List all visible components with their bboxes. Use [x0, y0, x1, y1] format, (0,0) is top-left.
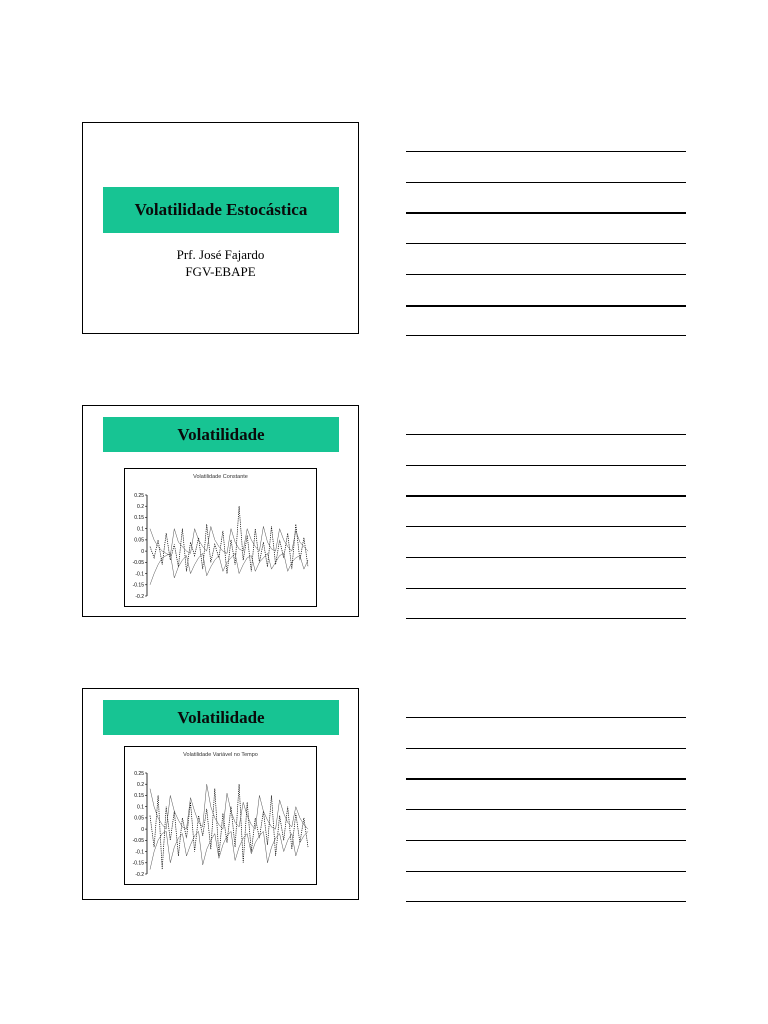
note-line	[406, 335, 686, 336]
note-line	[406, 717, 686, 718]
note-line	[406, 588, 686, 589]
y-tick-label: -0.15	[132, 582, 144, 589]
slide-title: Volatilidade	[103, 700, 339, 735]
chart-container	[124, 746, 317, 885]
volatility-chart	[125, 469, 316, 606]
note-line	[406, 557, 686, 558]
y-tick-label: 0.25	[134, 492, 144, 499]
note-line	[406, 305, 686, 307]
note-line	[406, 778, 686, 780]
y-tick-label: -0.2	[135, 871, 144, 878]
note-line	[406, 243, 686, 244]
y-tick-label: -0.1	[135, 849, 144, 856]
series-line-3	[150, 553, 308, 584]
y-tick-label: 0.05	[134, 537, 144, 544]
slide-1	[82, 122, 359, 334]
slide-title: Volatilidade	[103, 417, 339, 452]
note-line	[406, 526, 686, 527]
series-line-2	[150, 526, 308, 555]
note-line	[406, 274, 686, 275]
note-line	[406, 495, 686, 497]
y-tick-label: -0.1	[135, 571, 144, 578]
y-tick-label: 0.2	[137, 504, 144, 511]
note-line	[406, 434, 686, 435]
chart-container	[124, 468, 317, 607]
note-line	[406, 748, 686, 749]
volatility-chart	[125, 747, 316, 884]
y-tick-label: -0.2	[135, 593, 144, 600]
note-line	[406, 182, 686, 183]
chart-title: Volatilidade Constante	[193, 474, 248, 480]
y-tick-label: 0.15	[134, 515, 144, 522]
note-line	[406, 465, 686, 466]
note-line	[406, 871, 686, 872]
note-line	[406, 901, 686, 902]
note-line	[406, 212, 686, 214]
slide-subtitle-author: Prf. José Fajardo	[176, 247, 265, 262]
y-tick-label: 0.2	[137, 782, 144, 789]
slide-3	[82, 688, 359, 900]
y-tick-label: 0.05	[134, 815, 144, 822]
y-tick-label: 0.15	[134, 793, 144, 800]
y-tick-label: 0.25	[134, 770, 144, 777]
y-tick-label: 0.1	[137, 526, 144, 533]
y-tick-label: -0.05	[132, 838, 144, 845]
y-tick-label: -0.05	[132, 560, 144, 567]
slide-subtitle-institution: FGV-EBAPE	[185, 264, 256, 279]
y-tick-label: -0.15	[132, 860, 144, 867]
slide-2	[82, 405, 359, 617]
note-line	[406, 840, 686, 841]
note-line	[406, 809, 686, 810]
note-line	[406, 618, 686, 619]
note-line	[406, 151, 686, 152]
y-tick-label: 0	[141, 826, 144, 833]
y-tick-label: 0.1	[137, 804, 144, 811]
chart-title: Volatilidade Variável no Tempo	[183, 752, 258, 758]
slide-title: Volatilidade Estocástica	[103, 187, 339, 233]
series-line-1	[150, 784, 308, 869]
y-tick-label: 0	[141, 548, 144, 555]
